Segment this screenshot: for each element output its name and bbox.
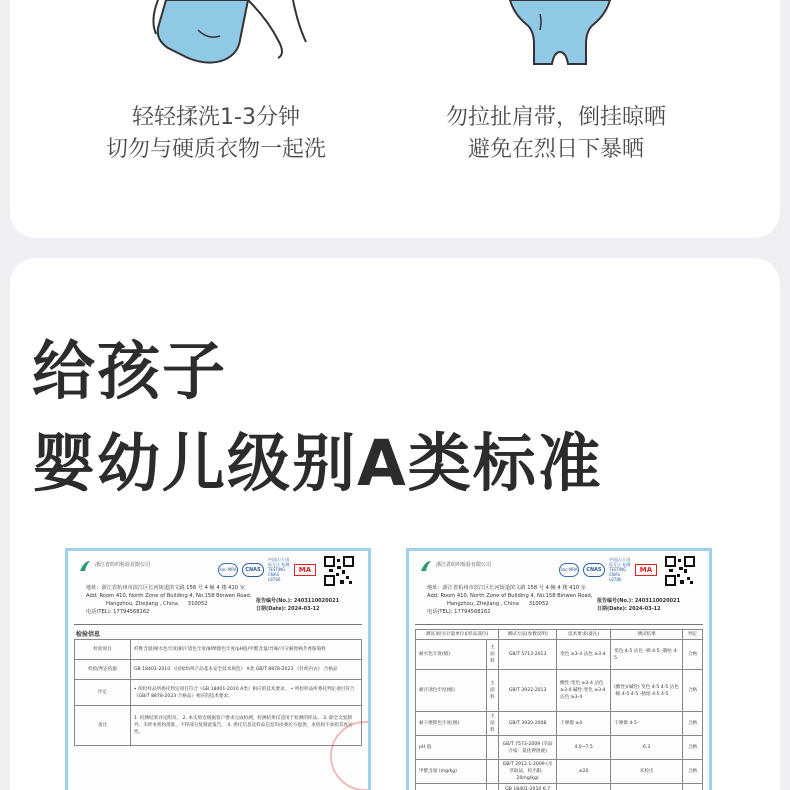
table-row: [416, 670, 703, 712]
ma-badge: MA: [635, 564, 657, 576]
table-row: [75, 640, 362, 660]
header-cell: 测试方法(参数说明): [499, 630, 557, 640]
header-cell: 测试项目(计量单位)[样品部位]: [416, 630, 499, 640]
cell: GB/T 2912.1-2009 (水萃取法，检出限：20mg/kg): [499, 760, 557, 784]
cell: [683, 784, 703, 790]
postcode: 310052: [528, 601, 549, 607]
row-label: 评定: [75, 680, 131, 706]
cell: GB/T 3920-2008: [499, 712, 557, 736]
cell: GB/T 5713-2013: [499, 640, 557, 670]
table-row: [75, 660, 362, 680]
cell: 合格: [683, 712, 703, 736]
certificate-right: [406, 548, 712, 790]
cell: 变色 4-5 沾色 -棉 4-5 -腈纶 4-5: [611, 640, 683, 670]
table-row: [75, 680, 362, 706]
cell: 6.3: [611, 736, 683, 760]
header-cell: 测试结果: [611, 630, 683, 640]
report-date: 日期(Date): 2024-03-12: [597, 606, 661, 612]
cn-accreditation-badge: 中国认可 国际互认 检测 TESTING CNAS L8780: [268, 557, 290, 582]
cell: 甲醛含量 (mg/kg): [416, 760, 487, 784]
report-meta: [597, 597, 712, 613]
lab-logo-icon: [419, 559, 433, 573]
section-title: 检验信息: [76, 631, 101, 638]
address-city: Hangzhou, Zhejiang , China: [447, 601, 519, 607]
cell: 酸性:变色 ≥3-4 沾色 ≥3-4 碱性:变色 ≥3-4 沾色 ≥3-4: [557, 670, 611, 712]
cn-accreditation-badge: 中国认可 国际互认 检测 TESTING CNAS L8780: [609, 557, 631, 582]
table-row: [416, 784, 703, 790]
cell: 耐汗渍色牢度(级): [416, 670, 487, 712]
hand-wash-illustration: [128, 0, 328, 70]
care-instructions-card: [10, 0, 780, 238]
inspection-info-table: [74, 639, 362, 746]
cell: [487, 784, 499, 790]
header-cell: 判定: [683, 630, 703, 640]
cell: 耐水色牢度(级): [416, 640, 487, 670]
report-number: 报告编号(No.): 2403110020021: [597, 598, 681, 604]
row-label: 备注: [75, 706, 131, 746]
address-cn: 地址：浙江省杭州市滨江区长河街道滨文路 158 号 4 幢 4 楼 410 室: [86, 585, 245, 591]
row-value: 纤维含量/耐水色牢度/耐汗渍色牢度/耐摩擦色牢度/pH值/甲醛含量/异味/可分解致癌芳香胺染料: [131, 640, 362, 660]
cell: 合格: [683, 640, 703, 670]
report-number: 报告编号(No.): 2403110020021: [256, 598, 340, 604]
caption-line: 轻轻揉洗1-3分钟: [132, 105, 300, 130]
headline-line-1: 给孩子: [32, 335, 227, 408]
report-date: 日期(Date): 2024-03-12: [256, 606, 320, 612]
qr-code-icon: [324, 556, 354, 586]
table-row: [416, 640, 703, 670]
ilac-badge: ilac-MRA: [559, 563, 579, 577]
cell: [611, 784, 683, 790]
table-row: [75, 706, 362, 746]
lab-tel: 电话(TEL): 17794568162: [86, 609, 150, 615]
cell: 合格: [683, 760, 703, 784]
table-header-row: [416, 630, 703, 640]
lab-name: 浙江省纺织检验有限公司: [95, 562, 151, 568]
address-en-1: Add: Room 410, North Zone of Building 4, No.158 Binwen Road,: [427, 593, 593, 599]
report-meta: [256, 597, 371, 613]
cell: [487, 736, 499, 760]
address-cn: 地址：浙江省杭州市滨江区长河街道滨文路 158 号 4 幢 4 楼 410 室: [427, 585, 586, 591]
table-row: [416, 712, 703, 736]
cell: 合格: [683, 670, 703, 712]
cell: GB/T 3922-2013: [499, 670, 557, 712]
lab-logo-icon: [78, 559, 92, 573]
caption-line: 勿拉扯肩带，倒挂晾晒: [445, 105, 666, 130]
row-value: GB 18401-2010 《国家纺织产品基本安全技术规范》 A类 GB/T 8878-2023 《针织内衣》 合格品: [131, 660, 362, 680]
cell: 干摩擦 4-5: [611, 712, 683, 736]
table-row: [416, 736, 703, 760]
hand-wash-caption: [56, 102, 376, 166]
lab-name: 浙江省纺织检验有限公司: [436, 562, 492, 568]
cell: 主面料: [487, 640, 499, 670]
cell: [487, 760, 499, 784]
caption-line: 避免在烈日下暴晒: [467, 137, 644, 162]
row-value: • 所检样品所委托判定项目符合《GB 18401-2010 A类》相应的技术要求。 • 所检样品所委托判定项目符合《GB/T 8878-2023 合格品》相应的技术要求。: [131, 680, 362, 706]
cell: 变色 ≥3-4 沾色 ≥3-4: [557, 640, 611, 670]
row-label: 检验/判定依据: [75, 660, 131, 680]
accreditation-badges: [559, 557, 657, 582]
cell: pH 值: [416, 736, 487, 760]
cell: 耐干摩擦色牢度(级): [416, 712, 487, 736]
accreditation-badges: [218, 557, 316, 582]
cell: 合格: [683, 736, 703, 760]
cell: [416, 784, 487, 790]
divider: [415, 624, 703, 625]
cell: (酸性)(碱性) 变色 4-5 4-5 沾色 -棉 4-5 4-5 -腈纶 4-5 4-5: [611, 670, 683, 712]
address-city: Hangzhou, Zhejiang , China: [106, 601, 178, 607]
address-en-1: Add: Room 410, North Zone of Building 4, No.158 Binwen Road,: [86, 593, 252, 599]
test-results-table: [415, 629, 703, 790]
cell: 主面料: [487, 670, 499, 712]
cell: 未检出: [611, 760, 683, 784]
cnas-badge: CNAS: [242, 563, 264, 577]
certificate-left: [65, 548, 371, 790]
table-row: [416, 760, 703, 784]
cell: 干摩擦 ≥4: [557, 712, 611, 736]
lab-tel: 电话(TEL): 17794568162: [427, 609, 491, 615]
header-cell: 技术要求(备注): [557, 630, 611, 640]
cell: [557, 784, 611, 790]
cell: ≤20: [557, 760, 611, 784]
divider: [74, 624, 362, 625]
qr-code-icon: [665, 556, 695, 586]
row-label: 检验项目: [75, 640, 131, 660]
cell: GB 18401-2010 6.7: [499, 784, 557, 790]
cell: 4.0~7.5: [557, 736, 611, 760]
postcode: 310052: [187, 601, 208, 607]
ma-badge: MA: [294, 564, 316, 576]
hang-dry-illustration: [490, 0, 630, 70]
cnas-badge: CNAS: [583, 563, 605, 577]
caption-line: 切勿与硬质衣物一起洗: [105, 137, 326, 162]
certification-card: [10, 258, 780, 790]
headline-line-2: 婴幼儿级别A类标准: [32, 427, 603, 500]
cell: 主面料: [487, 712, 499, 736]
hang-dry-caption: [396, 102, 716, 166]
ilac-badge: ilac-MRA: [218, 563, 238, 577]
row-value: 1. 检测结果详见附页。 2. 本实验室根据客户要求完成检测，检测结果仅适用于检测的样品。 3. 除全文复制外，未经本机构批准，不得部分复制此报告。 4. 委托信息及样品信息均由委托方提供，本机构不承担其真实性。: [131, 706, 362, 746]
cell: GB/T 7573-2009 (萃取介质：氯化钾溶液): [499, 736, 557, 760]
